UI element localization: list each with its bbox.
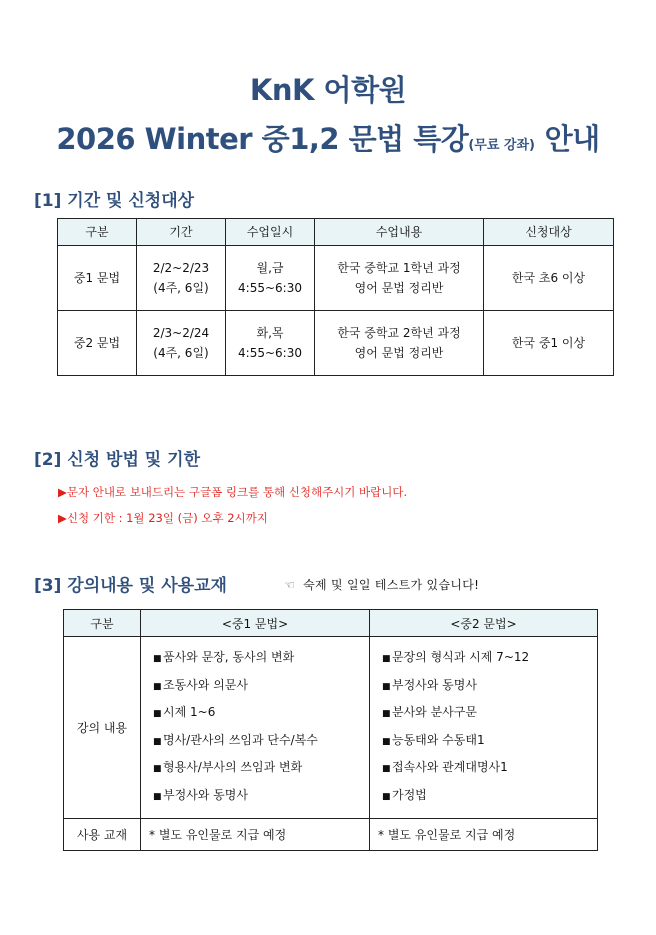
grade2-topics	[370, 637, 598, 819]
period-dates: 2/2~2/23	[152, 261, 210, 275]
class-days: 월,금	[256, 261, 284, 275]
table-row	[64, 819, 598, 851]
application-method-note: ▶문자 안내로 보내드리는 구글폼 링크를 통해 신청해주시기 바랍니다.	[58, 485, 408, 499]
topic-text: 부정사와 동명사	[392, 677, 477, 692]
page-subtitle	[0, 117, 656, 158]
bullet-square-icon: ■	[153, 764, 162, 774]
topic-text: 능동태와 수동태1	[392, 732, 485, 747]
list-item	[382, 783, 597, 811]
topic-text: 부정사와 동명사	[163, 787, 248, 802]
section1-heading: [1] 기간 및 신청대상	[34, 191, 195, 211]
bullet-square-icon: ■	[382, 736, 391, 747]
row-schedule	[226, 311, 315, 376]
row-target: 한국 중1 이상	[484, 311, 614, 376]
list-item	[153, 645, 369, 673]
topic-text: 접속사와 관계대명사1	[392, 760, 508, 774]
row-content	[315, 311, 484, 376]
period-duration: (4주, 6일)	[153, 346, 209, 360]
content-line: 한국 중학교 2학년 과정	[337, 326, 461, 340]
header-category: 구분	[64, 610, 141, 637]
list-item	[153, 700, 369, 728]
list-item	[382, 755, 597, 783]
schedule-header-row	[58, 219, 614, 246]
header-target: 신청대상	[484, 219, 614, 246]
table-row	[64, 637, 598, 819]
schedule-table	[57, 218, 614, 376]
row-target: 한국 초6 이상	[484, 246, 614, 311]
row-category: 중2 문법	[58, 311, 137, 376]
bullet-square-icon: ■	[382, 764, 391, 774]
homework-note-text: 숙제 및 일일 테스트가 있습니다!	[303, 578, 480, 592]
list-item	[382, 673, 597, 701]
header-category: 구분	[58, 219, 137, 246]
list-item	[153, 783, 369, 811]
topic-text: 명사/관사의 쓰임과 단수/복수	[163, 732, 318, 747]
topic-text: 형용사/부사의 쓰임과 변화	[163, 760, 303, 774]
textbook-label: 사용 교재	[64, 819, 141, 851]
topic-text: 시제 1~6	[163, 705, 216, 719]
curriculum-header-row	[64, 610, 598, 637]
header-grade1: <중1 문법>	[141, 610, 370, 637]
content-line: 영어 문법 정리반	[354, 281, 444, 295]
row-schedule	[226, 246, 315, 311]
grade2-textbook: * 별도 유인물로 지급 예정	[370, 819, 598, 851]
grade1-textbook: * 별도 유인물로 지급 예정	[141, 819, 370, 851]
content-line: 영어 문법 정리반	[354, 346, 444, 360]
class-time: 4:55~6:30	[238, 346, 302, 360]
topic-text: 품사와 문장, 동사의 변화	[163, 650, 295, 664]
list-item	[382, 728, 597, 756]
bullet-square-icon: ■	[153, 654, 162, 664]
list-item	[382, 645, 597, 673]
topic-text: 문장의 형식과 시제 7~12	[392, 650, 530, 664]
bullet-square-icon: ■	[382, 709, 391, 719]
period-duration: (4주, 6일)	[153, 281, 209, 295]
bullet-square-icon: ■	[382, 654, 391, 664]
row-content	[315, 246, 484, 311]
class-days: 화,목	[256, 326, 284, 340]
homework-note	[284, 576, 479, 593]
row-period	[137, 246, 226, 311]
row-category: 중1 문법	[58, 246, 137, 311]
subtitle-end: 안내	[534, 122, 600, 156]
grade1-topics	[141, 637, 370, 819]
application-deadline-note: ▶신청 기한 : 1월 23일 (금) 오후 2시까지	[58, 511, 268, 525]
content-line: 한국 중학교 1학년 과정	[337, 261, 461, 275]
bullet-square-icon: ■	[153, 709, 162, 719]
section3-heading: [3] 강의내용 및 사용교재	[34, 576, 227, 596]
bullet-square-icon: ■	[382, 791, 391, 802]
subtitle-free-note: (무료 강좌)	[468, 138, 535, 153]
bullet-square-icon: ■	[153, 681, 162, 692]
list-item	[153, 728, 369, 756]
list-item	[382, 700, 597, 728]
row-period	[137, 311, 226, 376]
list-item	[153, 755, 369, 783]
class-time: 4:55~6:30	[238, 281, 302, 295]
curriculum-table	[63, 609, 598, 851]
pointing-hand-icon: ☜	[284, 578, 296, 592]
table-row	[58, 311, 614, 376]
page-title: KnK 어학원	[249, 73, 407, 107]
header-period: 기간	[137, 219, 226, 246]
topic-text: 가정법	[392, 787, 427, 802]
period-dates: 2/3~2/24	[152, 326, 210, 340]
header-grade2: <중2 문법>	[370, 610, 598, 637]
header-content: 수업내용	[315, 219, 484, 246]
bullet-square-icon: ■	[153, 791, 162, 802]
topic-text: 조동사와 의문사	[163, 677, 248, 692]
bullet-square-icon: ■	[153, 736, 162, 747]
table-row	[58, 246, 614, 311]
list-item	[153, 673, 369, 701]
content-label: 강의 내용	[64, 637, 141, 819]
section2-heading: [2] 신청 방법 및 기한	[34, 450, 200, 470]
header-schedule: 수업일시	[226, 219, 315, 246]
topic-text: 분사와 분사구문	[392, 705, 477, 719]
bullet-square-icon: ■	[382, 681, 391, 692]
subtitle-main: 2026 Winter 중1,2 문법 특강	[56, 122, 469, 156]
